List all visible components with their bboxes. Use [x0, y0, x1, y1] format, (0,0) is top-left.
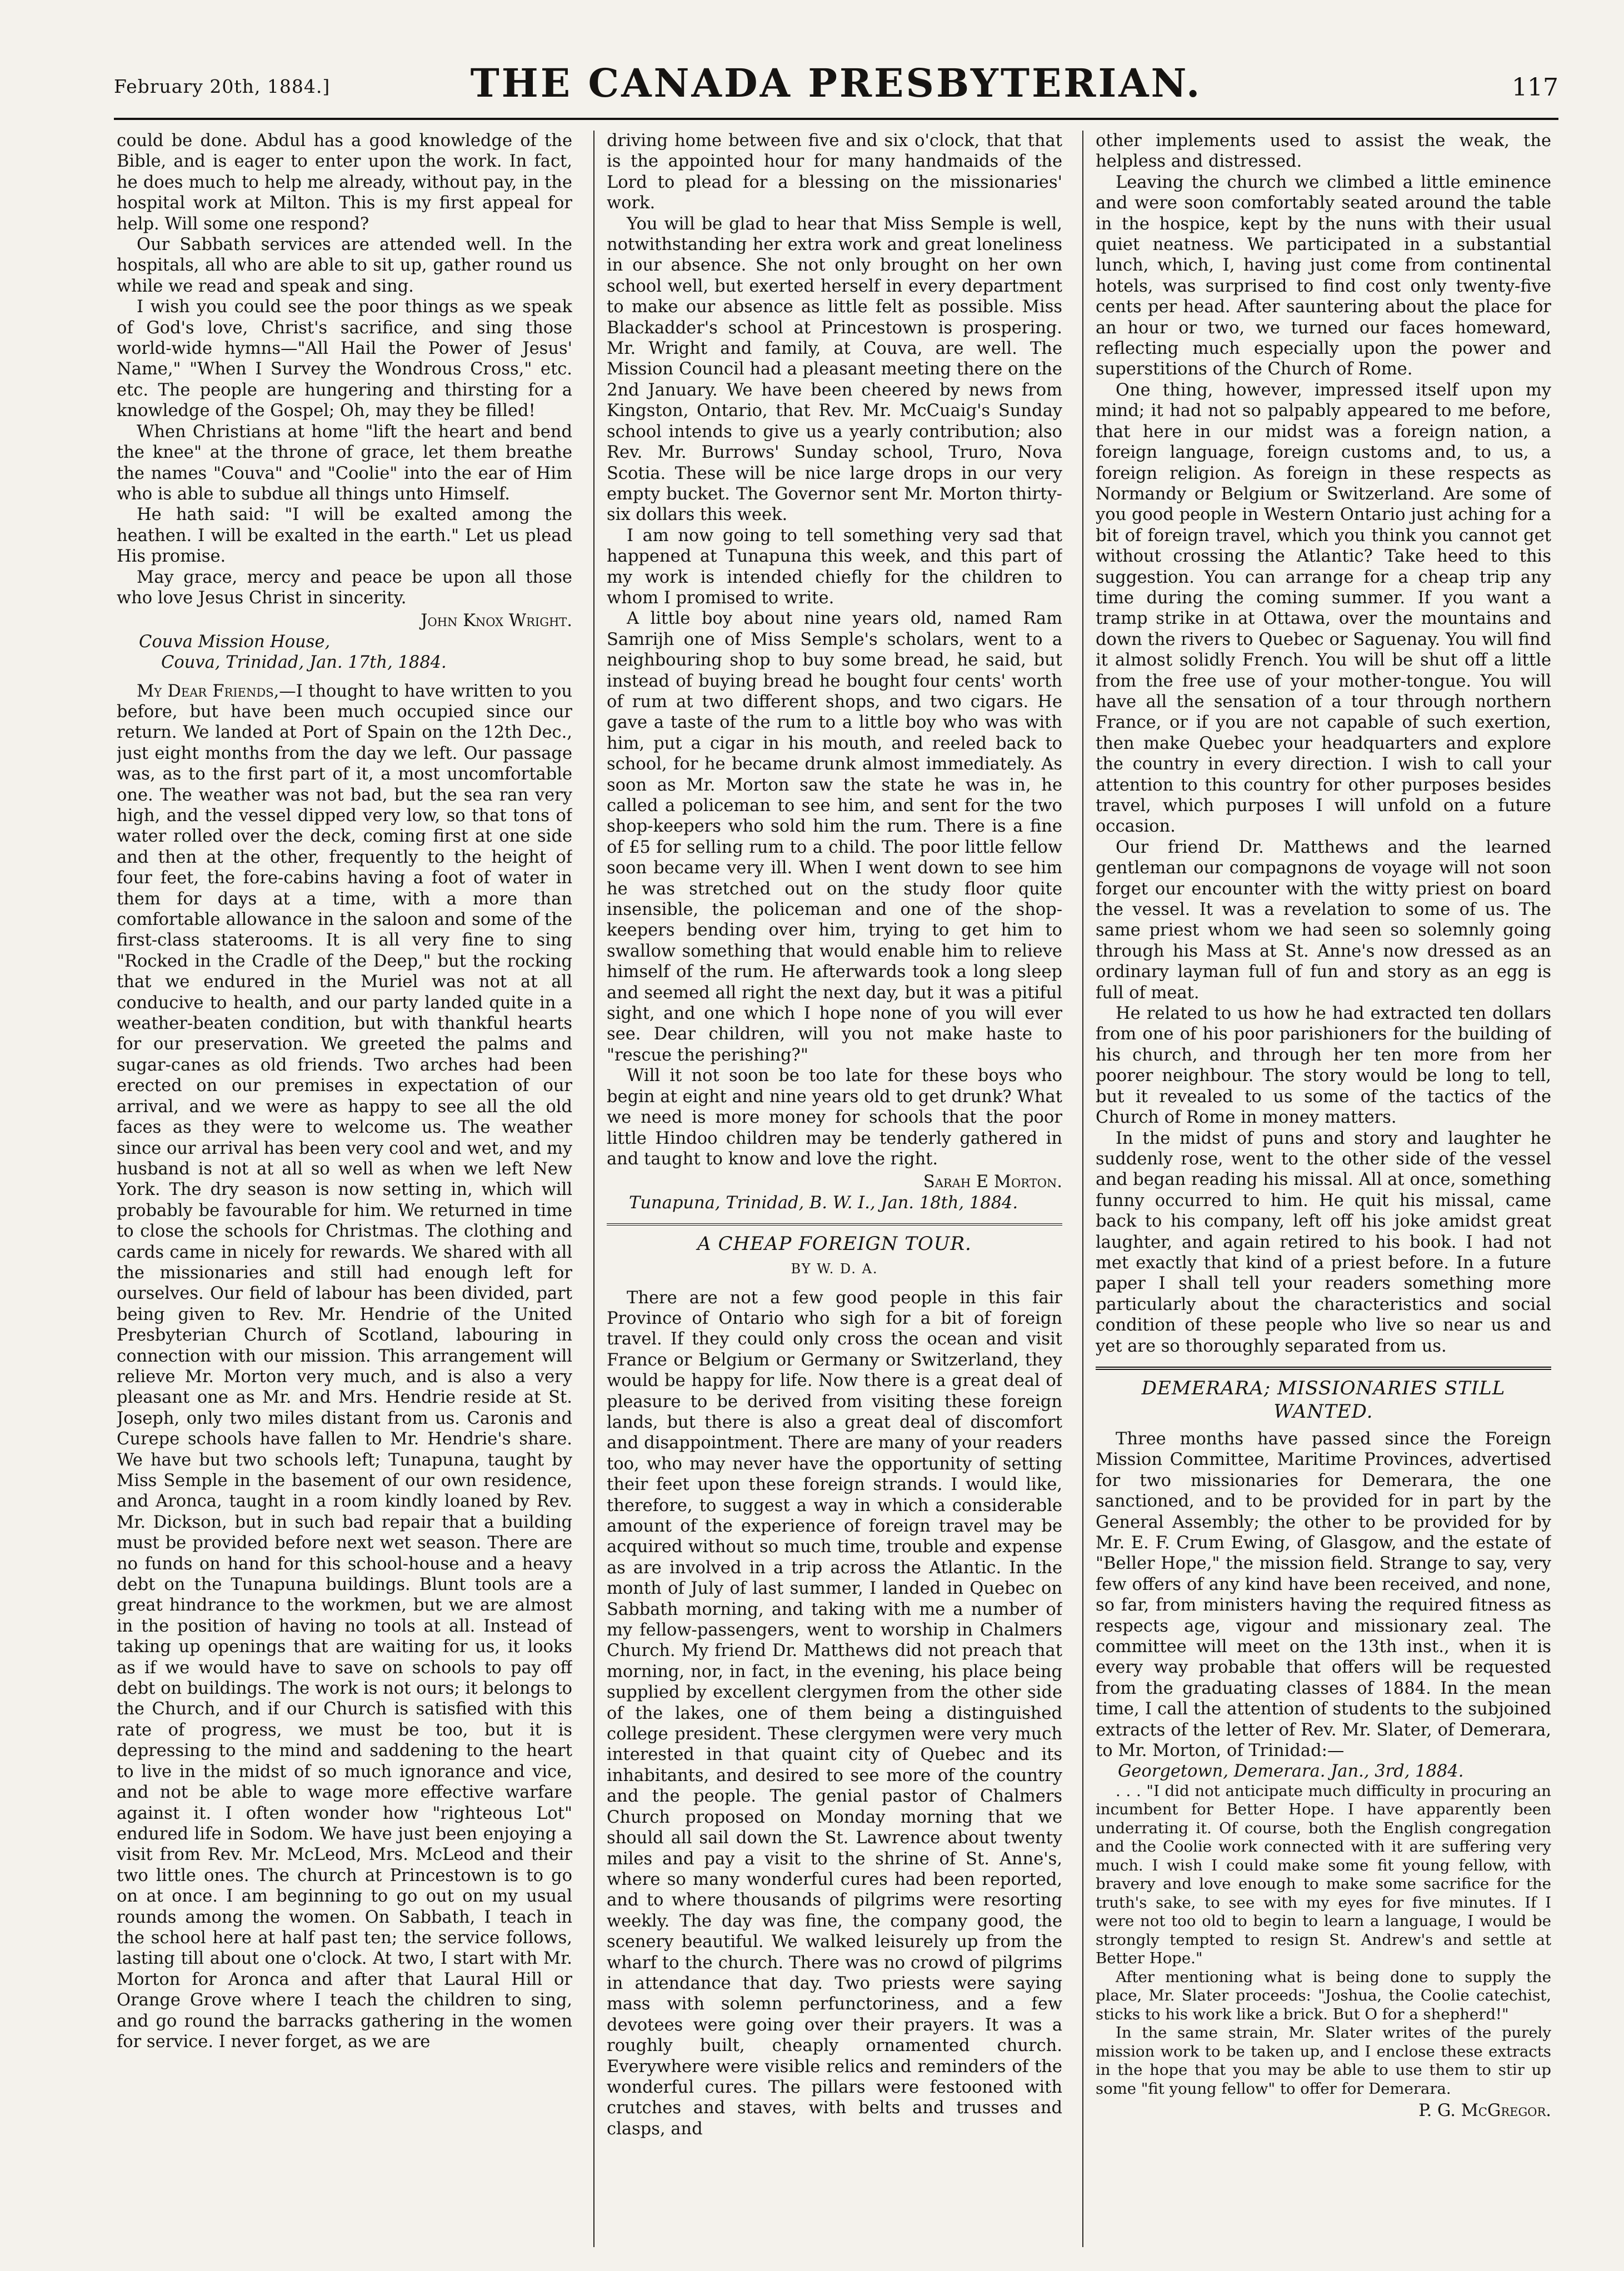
paragraph: other implements used to assist the weak, the helpless and distressed.: [1096, 131, 1551, 172]
dateline: Tunapuna, Trinidad, B. W. I., Jan. 18th, 1884.: [629, 1193, 1018, 1213]
paragraph: When Christians at home "lift the heart and bend the knee" at the throne of grace, let them breathe the names "Couva" and "Coolie" into the ear of Him who is able to subdue all things unto Himself.: [117, 422, 572, 504]
paragraph: One thing, however, impressed itself upon my mind; it had not so palpably appeared to me before, that here in our midst was a foreign nation, a foreign language, foreign customs and, to us, a foreign religion. As foreign in these respects as Normandy or Belgium or Switzerland. Are some of you good people in Western Ontario just aching for a bit of foreign travel, which you think you cannot get without crossing the Atlantic? Take heed to this suggestion. You can arrange for a cheap trip any time during the coming summer. If you want a tramp strike in at Ottawa, over the mountains and down the rivers to Quebec or Saguenay. You will find it almost solidly French. You will be shut off a little from the free use of your mother-tongue. You will have all the sensation of a tour through northern France, or if you are not capable of such exertion, then make Quebec your headquarters and explore the country in every direction. I wish to call your attention to this country for other purposes besides travel, which purposes I will unfold on a future occasion.: [1096, 380, 1551, 837]
paragraph: Three months have passed since the Foreign Mission Committee, Maritime Provinces, advertised for two missionaries for Demerara, the one sanctioned, and to be provided for in part by the General Assembly; the other to be provided for by Mr. E. F. Crum Ewing, of Glasgow, and the estate of "Beller Hope," the mission field. Strange to say, very few offers of any kind have been received, and none, so far, from ministers having the required fitness as respects age, vigour and missionary zeal. The committee will meet on the 13th inst., when it is every way probable that offers will be requested from the graduating classes of 1884. In the mean time, I call the attention of students to the subjoined extracts of the letter of Rev. Mr. Slater, of Demerara, to Mr. Morton, of Trinidad:—: [1096, 1429, 1551, 1761]
paragraph: Our friend Dr. Matthews and the learned gentleman our compagnons de voyage will not soon forget our encounter with the witty priest on board the vessel. It was a revelation to some of us. The same priest whom we had seen so solemnly going through his Mass at St. Anne's now dressed as an ordinary layman full of fun and story as an egg is full of meat.: [1096, 837, 1551, 1003]
newspaper-title: THE CANADA PRESBYTERIAN.: [470, 60, 1202, 106]
paragraph: Our Sabbath services are attended well. In the hospitals, all who are able to sit up, gather round us while we read and speak and sing.: [117, 235, 572, 296]
dateline: Couva, Trinidad, Jan. 17th, 1884.: [161, 653, 447, 673]
column-1: [117, 131, 572, 2247]
column-divider: [593, 131, 594, 2247]
article-title: DEMERARA; MISSIONARIES STILL WANTED.: [1141, 1377, 1506, 1423]
letter-body: —I thought to have written to you before, but have been much occupied since our return. We landed at Port of Spain on the 12th Dec., just eight months from the day we left. Our passage was, as to the first part of it, a most uncomfortable one. The weather was not bad, but the sea ran very high, and the vessel dipped very low, so that tons of water rolled over the deck, coming first at one side and then at the other, frequently to the height of four feet, the fore-cabins having a foot of water in them for days at a time, with a more than comfortable allowance in the saloon and some of the first-class staterooms. It is all very fine to sing "Rocked in the Cradle of the Deep," but the rocking that we endured in the Muriel was not at all conducive to health, and our party landed quite in a weather-beaten condition, but with thankful hearts for our preservation. We greeted the palms and sugar-canes as old friends. Two arches had been erected on our premises in expectation of our arrival, and we were as happy to see all the old faces as they were to welcome us. The weather since our arrival has been very cool and wet, and my husband is not at all so well as when we left New York. The dry season is now setting in, which will probably be favourable for him. We returned in time to close the schools for Christmas. The clothing and cards came in nicely for rewards. We shared with all the missionaries and still had enough left for ourselves. Our field of labour has been divided, part being given to Rev. Mr. Hendrie of the United Presbyterian Church of Scotland, labouring in connection with our mission. This arrangement will relieve Mr. Morton very much, and is also a very pleasant one as Mr. and Mrs. Hendrie reside at St. Joseph, only two miles distant from us. Caronis and Curepe schools have fallen to Mr. Hendrie's share. We have but two schools left; Tunapuna, taught by Miss Semple in the basement of our own residence, and Aronca, taught in a room kindly loaned by Rev. Mr. Dickson, but in such bad repair that a building must be provided before next wet season. There are no funds on hand for this school-house and a heavy debt on the Tunapuna buildings. Blunt tools are a great hindrance to the workmen, but we are almost in the position of having no tools at all. Instead of taking up openings that are waiting for us, it looks as if we would have to save on schools to pay off debt on buildings. The work is not ours; it belongs to the Church, and if our Church is satisfied with this rate of progress, we must be too, but it is depressing to the mind and saddening to the heart to live in the midst of so much ignorance and vice, and not be able to wage more effective warfare against it. I often wonder how "righteous Lot" endured life in Sodom. We have just been enjoying a visit from Rev. Mr. McLeod, Mrs. McLeod and their two little ones. The church at Princestown is to go on at once. I am beginning to go out on my usual rounds among the women. On Sabbath, I teach in the school here at half past ten; the service follows, lasting till about one o'clock. At two, I start with Mr. Morton for Aronca and after that Laural Hill or Orange Grove where I teach the children to sing, and go round the barracks gathering in the women for service. I never forget, as we are: [117, 681, 572, 2052]
paragraph: I am now going to tell something very sad that happened at Tunapuna this week, and this part of my work is intended chiefly for the children to whom I promised to write.: [607, 526, 1062, 608]
column-2: [607, 131, 1062, 2247]
paragraph: A little boy about nine years old, named Ram Samrijh one of Miss Semple's scholars, went to a neighbouring shop to buy some bread, he said, but instead of buying bread he bought four cents' worth of rum at two different shops, and two cigars. He gave a taste of the rum to a little boy who was with him, put a cigar in his mouth, and reeled back to school, for he became drunk almost immediately. As soon as Mr. Morton saw the state he was in, he called a policeman to see him, and sent for the two shop-keepers who sold him the rum. There is a fine of £5 for selling rum to a child. The poor little fellow soon became very ill. When I went down to see him he was stretched out on the study floor quite insensible, the policeman and one of the shop-keepers bending over him, trying to get him to swallow something that would enable him to relieve himself of the rum. He afterwards took a long sleep and seemed all right the next day, but it was a pitiful sight, and one which I hope none of you will ever see. Dear children, will you not make haste to "rescue the perishing?": [607, 609, 1062, 1065]
paragraph: I wish you could see the poor things as we speak of God's love, Christ's sacrifice, and sing those world-wide hymns—"All Hail the Power of Jesus' Name," "When I Survey the Wondrous Cross," etc. etc. The people are hungering and thirsting for a knowledge of the Gospel; Oh, may they be filled!: [117, 297, 572, 421]
paragraph: You will be glad to hear that Miss Semple is well, notwithstanding her extra work and great loneliness in our absence. She not only brought on her own school well, but exerted herself in every department to make our absence as little felt as possible. Miss Blackadder's school at Princestown is prospering. Mr. Wright and family, at Couva, are well. The Mission Council had a pleasant meeting there on the 2nd January. We have been cheered by news from Kingston, Ontario, that Rev. Mr. McCuaig's Sunday school intends to give us a yearly contribution; also Rev. Mr. Burrows' Sunday school, Truro, Nova Scotia. These will be nice large drops in our very empty bucket. The Governor sent Mr. Morton thirty-six dollars this week.: [607, 214, 1062, 525]
dateline: Couva Mission House,: [139, 632, 331, 652]
issue-date: February 20th, 1884.]: [114, 76, 331, 97]
dateline: Georgetown, Demerara. Jan., 3rd, 1884.: [1118, 1762, 1464, 1782]
letter-paragraph: [117, 681, 572, 2053]
article-byline: BY W. D. A.: [791, 1261, 878, 1277]
paragraph: driving home between five and six o'clock, that that is the appointed hour for many handmaids of the Lord to plead for a blessing on the missionaries' work.: [607, 131, 1062, 213]
masthead: [114, 54, 1558, 116]
signature: Sarah E Morton.: [923, 1172, 1062, 1192]
paragraph: He related to us how he had extracted ten dollars from one of his poor parishioners for the building of his church, and through her ten more from her poorer neighbour. The story would be long to tell, but it revealed to us some of the tactics of the Church of Rome in money matters.: [1096, 1004, 1551, 1128]
paragraph: There are not a few good people in this fair Province of Ontario who sigh for a bit of foreign travel. If they could only cross the ocean and visit France or Belgium or Germany or Switzerland, they would be happy for life. Now there is a great deal of pleasure to be derived from visiting these foreign lands, but there is also a great deal of discomfort and disappointment. There are many of your readers too, who may never have the opportunity of setting their feet upon these foreign strands. I would like, therefore, to suggest a way in which a considerable amount of the experience of foreign travel may be acquired without so much time, trouble and expense as are involved in a trip across the Atlantic. In the month of July of last summer, I landed in Quebec on Sabbath morning, and taking with me a number of my fellow-passengers, went to worship in Chalmers Church. My friend Dr. Matthews did not preach that morning, nor, in fact, in the evening, his place being supplied by excellent clergymen from the other side of the lakes, one of them being a distinguished college president. These clergymen were very much interested in that quaint city of Quebec and its inhabitants, and desired to see more of the country and the people. The genial pastor of Chalmers Church proposed on Monday morning that we should all sail down the St. Lawrence about twenty miles and pay a visit to the shrine of St. Anne's, where so many wonderful cures had been reported, and to where thousands of pilgrims were resorting weekly. The day was fine, the company good, the scenery beautiful. We walked leisurely up from the wharf to the church. There was no crowd of pilgrims in attendance that day. Two priests were saying mass with solemn perfunctoriness, and a few devotees were going over their prayers. It was a roughly built, cheaply ornamented church. Everywhere were visible relics and reminders of the wonderful cures. The pillars were festooned with crutches and staves, with belts and trusses and clasps, and: [607, 1288, 1062, 2139]
column-divider: [1082, 131, 1083, 2247]
paragraph: In the midst of puns and story and laughter he suddenly rose, went to the other side of the vessel and began reading his missal. All at once, something funny occurred to him. He quit his missal, came back to his company, left off his joke amidst great laughter, and again retired to his book. I had not met exactly that kind of a priest before. In a future paper I shall tell your readers something more particularly about the characteristics and social condition of these people who live so near us and yet are so thoroughly separated from us.: [1096, 1128, 1551, 1356]
masthead-rule: [114, 118, 1558, 120]
paragraph: Will it not soon be too late for these boys who begin at eight and nine years old to get drunk? What we need is more money for schools that the poor little Hindoo children may be tenderly gathered in and taught to know and love the right.: [607, 1066, 1062, 1169]
letter-extract: After mentioning what is being done to supply the place, Mr. Slater proceeds: "Joshua, the Coolie catechist, sticks to his work like a brick. But O for a shepherd!": [1096, 1968, 1551, 2023]
letter-extract: In the same strain, Mr. Slater writes of the purely mission work to be taken up, and I enclose these extracts in the hope that you may be able to use them to stir up some "fit young fellow" to offer for Demerara.: [1096, 2024, 1551, 2098]
paragraph: May grace, mercy and peace be upon all those who love Jesus Christ in sincerity.: [117, 567, 572, 608]
signature: John Knox Wright.: [421, 611, 572, 631]
salutation: My Dear Friends,: [137, 681, 279, 701]
section-rule: [1096, 1367, 1551, 1370]
page-number: 117: [1512, 73, 1558, 102]
signature: P. G. McGregor.: [1418, 2101, 1551, 2121]
article-title: A CHEAP FOREIGN TOUR.: [697, 1233, 972, 1255]
section-rule: [607, 1223, 1062, 1225]
paragraph: Leaving the church we climbed a little eminence and were soon comfortably seated around the table in the hospice, kept by the nuns with their usual quiet neatness. We participated in a substantial lunch, which, I, having just come from continental hotels, was surprised to find cost only twenty-five cents per head. After sauntering about the place for an hour or two, we turned our faces homeward, reflecting much especially upon the power and superstitions of the Church of Rome.: [1096, 172, 1551, 379]
letter-extract: . . . "I did not anticipate much difficulty in procuring an incumbent for Better Hope. I have apparently been underrating it. Of course, both the English congregation and the Coolie work connected with it are suffering very much. I wish I could make some fit young fellow, with bravery and love enough to make some sacrifice for the truth's sake, to see with my eyes for five minutes. If I were not too old to begin to learn a language, I would be strongly tempted to resign St. Andrew's and settle at Better Hope.": [1096, 1782, 1551, 1968]
paragraph: He hath said: "I will be exalted among the heathen. I will be exalted in the earth." Let us plead His promise.: [117, 505, 572, 567]
column-3: [1096, 131, 1551, 2247]
paragraph: could be done. Abdul has a good knowledge of the Bible, and is eager to enter upon the work. In fact, he does much to help me already, without pay, in the hospital work at Milton. This is my first appeal for help. Will some one respond?: [117, 131, 572, 234]
